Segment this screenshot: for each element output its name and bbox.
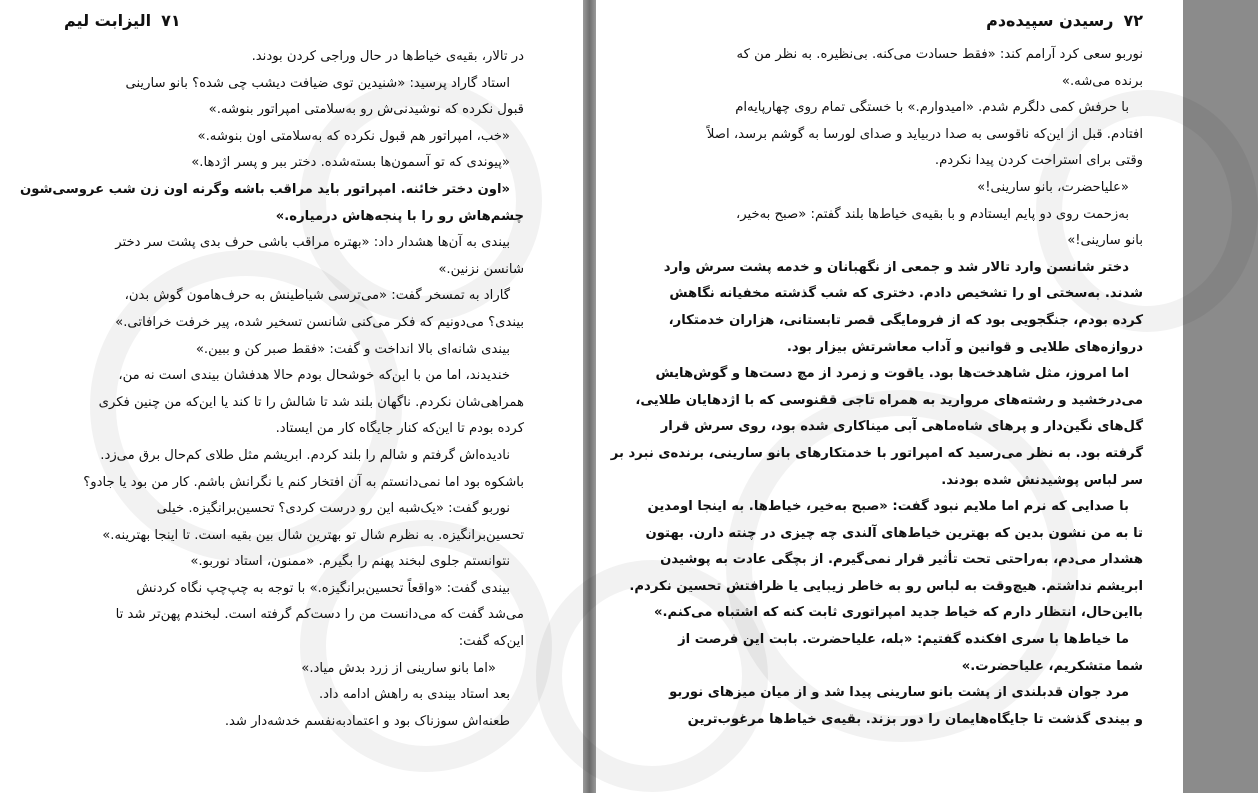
- text-line: «علیاحضرت، بانو سارینی!»: [977, 179, 1129, 195]
- text-line: بیندی گفت: «واقعاً تحسین‌برانگیزه.» با توجه به چپ‌چپ نگاه کردنش: [136, 580, 510, 596]
- text-line: گاراد به تمسخر گفت: «می‌ترسی شیاطینش به حرف‌هامون گوش بدن،: [124, 288, 510, 304]
- text-line: نادیده‌اش گرفتم و شالم را بلند کردم. ابریشم مثل طلای کم‌حال برق می‌زد.: [100, 447, 510, 463]
- text-line: طعنه‌اش سوزناک بود و اعتمادبه‌نفسم خدشه‌دار شد.: [224, 713, 510, 729]
- page-body-text: [610, 42, 1143, 733]
- text-line: گرفته بود. به نظر می‌رسید که امپراتور با خدمتکارهای بانو سارینی، برنده‌ی نبرد بر: [610, 445, 1143, 461]
- text-line: «اون دختر خائنه. امپراتور باید مراقب باشه وگرنه اون زن شب عروسی‌شون: [19, 181, 510, 197]
- text-line: باشکوه بود اما نمی‌دانستم به آن افتخار کنم یا نگرانش باشم. کار من بود یا جادو؟: [83, 474, 524, 490]
- running-title: الیزابت لیم: [64, 10, 152, 30]
- page-number: ۷۲: [1123, 10, 1143, 30]
- running-title: رسیدن سپیده‌دم: [986, 10, 1114, 30]
- text-line: نوربو سعی کرد آرامم کند: «فقط حسادت می‌کنه. بی‌نظیره. به نظر من که: [736, 47, 1143, 62]
- text-line: در تالار، بقیه‌ی خیاط‌ها در حال وراجی کردن بودند.: [251, 49, 524, 64]
- text-line: سر لباس پوشیدنش شده بودند.: [941, 472, 1143, 488]
- text-line: استاد گاراد پرسید: «شنیدین توی ضیافت دیشب چی شده؟ بانو سارینی: [125, 75, 510, 91]
- text-line: بیندی شانه‌ای بالا انداخت و گفت: «فقط صبر کن و ببین.»: [195, 341, 510, 357]
- text-line: شما متشکریم، علیاحضرت.»: [961, 658, 1143, 674]
- text-line: ابریشم نداشتم. هیچ‌وقت به لباس رو به خاطر زیبایی یا ظرافتش تحسین نکردم.: [629, 578, 1143, 594]
- page-header: [64, 6, 181, 34]
- text-line: به‌زحمت روی دو پایم ایستادم و با بقیه‌ی خیاط‌ها بلند گفتم: «صبح به‌خیر،: [735, 206, 1129, 222]
- text-line: و بیندی گذشت تا جایگاه‌هایمان را دور بزند. بقیه‌ی خیاط‌ها مرغوب‌ترین: [687, 711, 1143, 727]
- page-header: [986, 6, 1143, 34]
- page-number: ۷۱: [161, 10, 181, 30]
- text-line: برنده می‌شه.»: [1061, 73, 1143, 89]
- text-line: بانو سارینی!»: [1067, 233, 1143, 249]
- text-line: بیندی به آن‌ها هشدار داد: «بهتره مراقب باشی حرف بدی پشت سر دختر: [115, 235, 510, 251]
- text-line: گل‌های نگین‌دار و پرهای شاه‌ماهی آبی میناکاری شده بود، روی سرش قرار: [660, 419, 1143, 435]
- text-line: چشم‌هاش رو را با پنجه‌هاش درمیاره.»: [275, 208, 524, 224]
- text-line: تا به من نشون بدین که بهترین خیاط‌های آلندی چه چیزی در چنته دارن. بهتون: [645, 525, 1143, 541]
- left-page: [0, 0, 583, 793]
- text-line: شانسن نزنین.»: [438, 261, 524, 277]
- text-line: دختر شانسن وارد تالار شد و جمعی از نگهبانان و خدمه پشت سرش وارد: [663, 259, 1129, 275]
- text-line: می‌شد گفت که می‌دانست من را دست‌کم گرفته است. لبخندم پهن‌تر شد تا: [115, 607, 524, 623]
- text-line: بعد استاد بیندی به راهش ادامه داد.: [318, 687, 510, 703]
- text-line: دروازه‌های طلایی و قوانین و آداب معاشرتش بیزار بود.: [786, 339, 1143, 355]
- text-line: افتادم. قبل از این‌که ناقوسی به صدا دربیاید و صدای لورسا به گوشم برسد، اصلاً: [706, 126, 1143, 142]
- text-line: نتوانستم جلوی لبخند پهنم را بگیرم. «ممنون، استاد نوربو.»: [190, 554, 510, 570]
- text-line: کرده بودم تا این‌که کنار جایگاه کار من ایستاد.: [275, 421, 524, 437]
- text-line: تحسین‌برانگیزه. به نظرم شال تو بهترین شال بین بقیه است. تا اینجا بهترینه.»: [102, 527, 524, 543]
- page-gutter: [583, 0, 596, 793]
- text-line: نوربو گفت: «یک‌شبه این رو درست کردی؟ تحسین‌برانگیزه. خیلی: [156, 501, 510, 517]
- text-line: می‌درخشید و رشته‌های مروارید به همراه تاجی ققنوسی که با اژدهایان طلایی،: [635, 392, 1143, 408]
- text-line: شدند. به‌سختی او را تشخیص دادم. دختری که شب گذشته مخفیانه نگاهش: [669, 286, 1143, 302]
- text-line: «اما بانو سارینی از زرد بدش میاد.»: [301, 660, 496, 676]
- text-line: خندیدند، اما من با این‌که خوشحال بودم حالا هدفشان بیندی است نه من،: [118, 368, 510, 384]
- text-line: «پیوندی که تو آسمون‌ها بسته‌شده. دختر ببر و پسر اژدها.»: [191, 155, 510, 171]
- text-line: این‌که گفت:: [458, 634, 524, 650]
- text-line: با‌این‌حال، انتظار دارم که خیاط جدید امپراتوری ثابت کنه که اشتباه می‌کنم.»: [654, 605, 1143, 621]
- text-line: ما خیاط‌ها با سری افکنده گفتیم: «بله، علیاحضرت. بابت این فرصت از: [678, 632, 1129, 648]
- text-line: با حرفش کمی دلگرم شدم. «امیدوارم.» با خستگی تمام روی چهارپایه‌ام: [735, 100, 1129, 116]
- text-line: وقتی برای استراحت کردن پیدا نکردم.: [934, 153, 1143, 169]
- right-page: [596, 0, 1183, 793]
- page-body-text: [19, 44, 524, 735]
- text-line: همراهی‌شان نکردم. ناگهان بلند شد تا شالش را تا کند یا این‌که من چنین فکری: [98, 394, 524, 410]
- text-line: مرد جوان قدبلندی از پشت بانو سارینی پیدا شد و از میان میزهای نوربو: [669, 685, 1129, 701]
- text-line: قبول نکرده که نوشیدنی‌ش رو به‌سلامتی امپراتور بنوشه.»: [208, 102, 524, 118]
- text-line: با صدایی که نرم اما ملایم نبود گفت: «صبح به‌خیر، خیاط‌ها. به اینجا اومدین: [647, 499, 1129, 515]
- text-line: بیندی؟ می‌دونیم که فکر می‌کنی شانسن تسخیر شده، پیر خرفت خرافاتی.»: [115, 314, 524, 330]
- text-line: «خب، امپراتور هم قبول نکرده که به‌سلامتی اون بنوشه.»: [197, 128, 510, 144]
- text-line: کرده بودم، جنگجویی بود که از فرومایگی قصر تابستانی، هزاران خدمتکار،: [668, 312, 1143, 328]
- text-line: اما امروز، مثل شاهدخت‌ها بود. یاقوت و زمرد از مچ دست‌ها و گوش‌هایش: [655, 366, 1129, 382]
- text-line: هشدار می‌دم، به‌راحتی تحت تأثیر قرار نمی‌گیرم. از بچگی عادت به پوشیدن: [660, 552, 1143, 568]
